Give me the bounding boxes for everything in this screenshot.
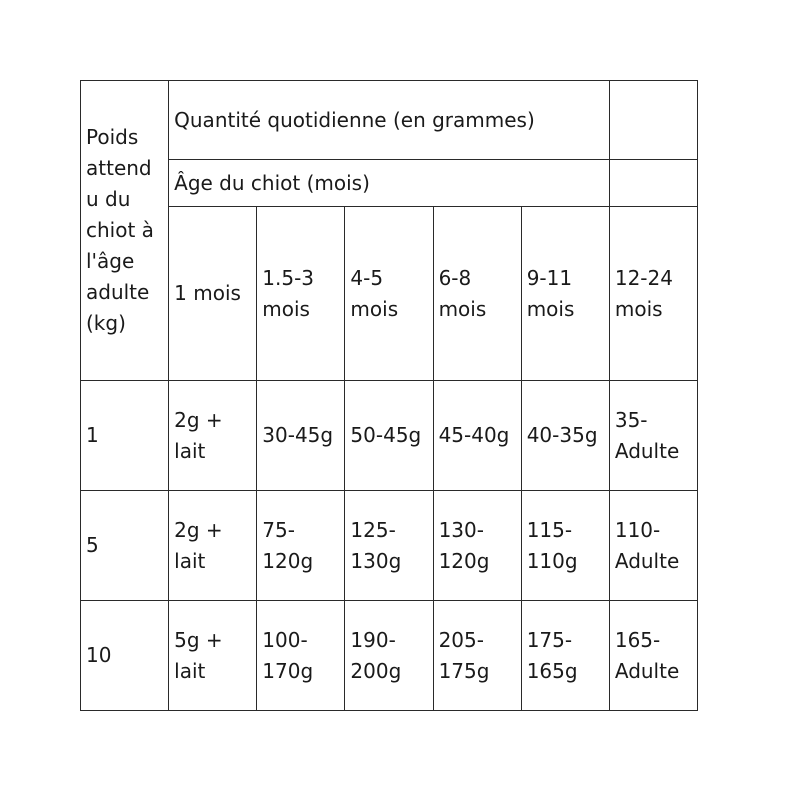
quantity-cell: 115-110g: [521, 491, 609, 601]
weight-cell: 1: [81, 381, 169, 491]
quantity-cell: 35-Adulte: [609, 381, 697, 491]
table-row: [81, 491, 698, 601]
quantity-cell: 110-Adulte: [609, 491, 697, 601]
age-header-cell: Âge du chiot (mois): [169, 160, 610, 207]
header-row-age: [81, 160, 698, 207]
quantity-cell: 2g + lait: [169, 381, 257, 491]
weight-header-cell: Poids attendu du chiot à l'âge adulte (kg): [81, 81, 169, 381]
quantity-cell: 50-45g: [345, 381, 433, 491]
quantity-cell: 5g + lait: [169, 601, 257, 711]
quantity-cell: 40-35g: [521, 381, 609, 491]
quantity-cell: 125-130g: [345, 491, 433, 601]
age-column-header: 12-24 mois: [609, 207, 697, 381]
quantity-cell: 45-40g: [433, 381, 521, 491]
quantity-cell: 205-175g: [433, 601, 521, 711]
quantity-cell: 75-120g: [257, 491, 345, 601]
empty-header-cell: [609, 160, 697, 207]
quantity-cell: 190-200g: [345, 601, 433, 711]
quantity-cell: 2g + lait: [169, 491, 257, 601]
quantity-cell: 130-120g: [433, 491, 521, 601]
quantity-cell: 165-Adulte: [609, 601, 697, 711]
quantity-cell: 30-45g: [257, 381, 345, 491]
age-column-header: 1 mois: [169, 207, 257, 381]
weight-cell: 5: [81, 491, 169, 601]
quantity-cell: 175-165g: [521, 601, 609, 711]
quantity-header-cell: Quantité quotidienne (en grammes): [169, 81, 610, 160]
age-column-header: 4-5 mois: [345, 207, 433, 381]
header-row-quantity: [81, 81, 698, 160]
age-column-header: 9-11 mois: [521, 207, 609, 381]
empty-header-cell: [609, 81, 697, 160]
age-column-header: 1.5-3 mois: [257, 207, 345, 381]
header-row-age-columns: [81, 207, 698, 381]
feeding-table: [80, 80, 698, 711]
age-column-header: 6-8 mois: [433, 207, 521, 381]
quantity-cell: 100-170g: [257, 601, 345, 711]
table-row: [81, 381, 698, 491]
table-row: [81, 601, 698, 711]
weight-cell: 10: [81, 601, 169, 711]
